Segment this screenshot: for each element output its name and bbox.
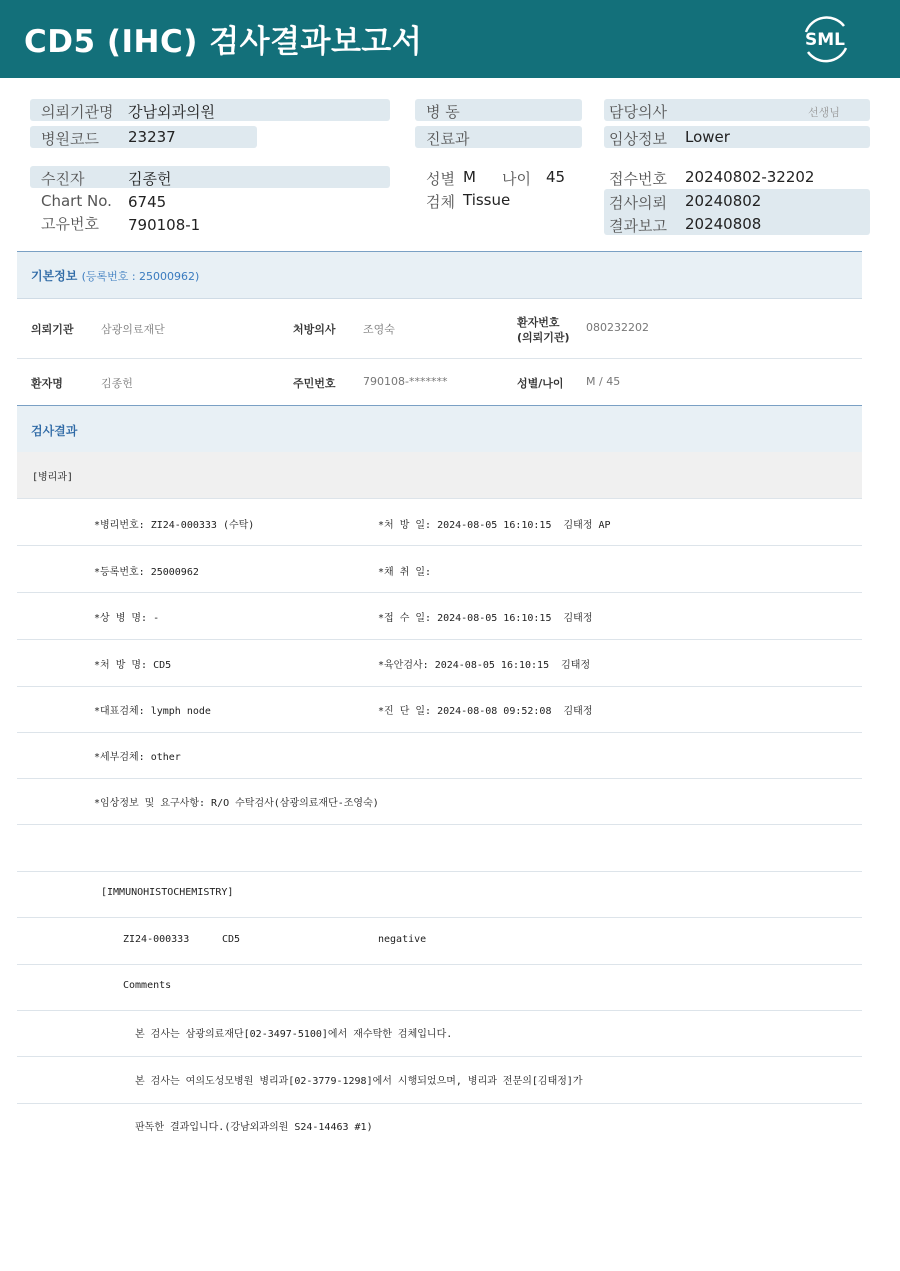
logo-text: SML <box>805 30 845 50</box>
uid-label: 고유번호 <box>41 215 99 233</box>
report-header <box>0 0 900 78</box>
basic-info-header <box>17 251 862 299</box>
result-line-1 <box>17 499 862 546</box>
result-line-1-left: *병리번호: ZI24-000333 (수탁) <box>94 520 255 531</box>
comment-line-2 <box>17 1057 862 1104</box>
ihc-header: [IMMUNOHISTOCHEMISTRY] <box>101 887 234 898</box>
ihc-header-line <box>17 871 862 918</box>
result-line-2-right: *채 취 일: <box>378 567 432 578</box>
sex-age-value: M / 45 <box>586 375 621 388</box>
result-line-6-left: *세부검체: other <box>94 752 181 763</box>
patient-label: 수진자 <box>41 170 85 188</box>
rrn-value: 790108-******* <box>363 375 448 388</box>
specimen-label: 검체 <box>426 193 455 211</box>
result-line-5-right: *진 단 일: 2024-08-08 09:52:08 김태정 <box>378 706 593 717</box>
rrn-key: 주민번호 <box>293 377 336 390</box>
prescriber-value: 조영숙 <box>363 323 395 336</box>
receipt-label: 접수번호 <box>609 170 667 188</box>
specimen-value: Tissue <box>463 191 511 209</box>
result-line-6 <box>17 732 862 779</box>
comments-label-line <box>17 964 862 1011</box>
result-line-5-left: *대표검체: lymph node <box>94 706 211 717</box>
comment-line-3 <box>17 1103 862 1149</box>
result-line-3 <box>17 593 862 640</box>
result-line-5 <box>17 686 862 733</box>
sex-label: 성별 <box>426 170 455 188</box>
result-line-4 <box>17 640 862 687</box>
result-line-1-right: *처 방 일: 2024-08-05 16:10:15 김태정 AP <box>378 520 611 531</box>
age-value: 45 <box>546 168 566 186</box>
comment-line-1 <box>17 1010 862 1057</box>
request-label: 검사의뢰 <box>609 194 667 212</box>
result-blank-line <box>17 825 862 872</box>
requester-key: 의뢰기관 <box>31 323 74 336</box>
report-title: CD5 (IHC) 검사결과보고서 <box>24 24 423 60</box>
chart-value: 6745 <box>128 193 167 211</box>
ihc-result: negative <box>378 934 427 945</box>
results-header <box>17 405 862 453</box>
patient-name-value: 김종헌 <box>101 377 133 390</box>
doctor-suffix: 선생님 <box>808 106 840 119</box>
dept-label: 진료과 <box>426 130 470 148</box>
chart-label: Chart No. <box>41 192 112 210</box>
patient-no-key: 환자번호 <box>517 316 560 329</box>
result-value: 20240808 <box>685 215 762 233</box>
result-line-4-right: *육안검사: 2024-08-05 16:10:15 김태정 <box>378 660 591 671</box>
ward-label: 병 동 <box>426 103 460 121</box>
patient-no-value: 080232202 <box>586 321 649 334</box>
comment-1: 본 검사는 삼광의료재단[02-3497-5100]에서 재수탁한 검체입니다. <box>135 1029 453 1040</box>
clinical-label: 임상정보 <box>609 130 667 148</box>
sex-value: M <box>463 168 476 186</box>
ihc-id: ZI24-000333 <box>123 934 190 945</box>
comment-2: 본 검사는 여의도성모병원 병리과[02-3779-1298]에서 시행되었으며, 병리과 전문의[김태정]가 <box>135 1076 583 1087</box>
basic-info-title <box>31 267 199 284</box>
age-label: 나이 <box>502 170 531 188</box>
uid-value: 790108-1 <box>128 216 201 234</box>
clinic-label: 의뢰기관명 <box>41 103 114 121</box>
result-line-3-left: *상 병 명: - <box>94 613 160 624</box>
ihc-marker: CD5 <box>222 934 241 945</box>
prescriber-key: 처방의사 <box>293 323 336 336</box>
clinic-value: 강남외과의원 <box>128 103 215 121</box>
basic-info-subtitle: (등록번호 : 25000962) <box>81 270 200 283</box>
result-line-3-right: *접 수 일: 2024-08-05 16:10:15 김태정 <box>378 613 593 624</box>
patient-name-key: 환자명 <box>31 377 63 390</box>
result-line-7-left: *임상정보 및 요구사항: R/O 수탁검사(삼광의료재단-조영숙) <box>94 798 379 809</box>
result-label: 결과보고 <box>609 217 667 235</box>
result-line-2 <box>17 546 862 593</box>
patient-value: 김종헌 <box>128 170 172 188</box>
basic-info-row-2 <box>17 359 862 405</box>
hospcode-value: 23237 <box>128 128 176 146</box>
results-dept-row <box>17 452 862 499</box>
comments-label: Comments <box>123 980 172 991</box>
comment-3: 판독한 결과입니다.(강남외과의원 S24-14463 #1) <box>135 1122 373 1133</box>
sex-age-key: 성별/나이 <box>517 377 564 390</box>
doctor-label: 담당의사 <box>609 103 667 121</box>
result-line-4-left: *처 방 명: CD5 <box>94 660 172 671</box>
requester-value: 삼광의료재단 <box>101 323 165 336</box>
basic-info-row-1 <box>17 298 862 359</box>
results-dept: [병리과] <box>32 472 74 483</box>
sml-logo <box>796 12 854 66</box>
result-line-7 <box>17 778 862 825</box>
basic-info-title-text: 기본정보 <box>31 269 78 283</box>
hospcode-label: 병원코드 <box>41 130 99 148</box>
request-value: 20240802 <box>685 192 762 210</box>
patient-no-key-sub: (의뢰기관) <box>517 331 570 344</box>
receipt-value: 20240802-32202 <box>685 168 815 186</box>
results-title: 검사결과 <box>31 424 78 438</box>
ihc-result-line <box>17 918 862 965</box>
result-line-2-left: *등록번호: 25000962 <box>94 567 199 578</box>
clinical-value: Lower <box>685 128 730 146</box>
